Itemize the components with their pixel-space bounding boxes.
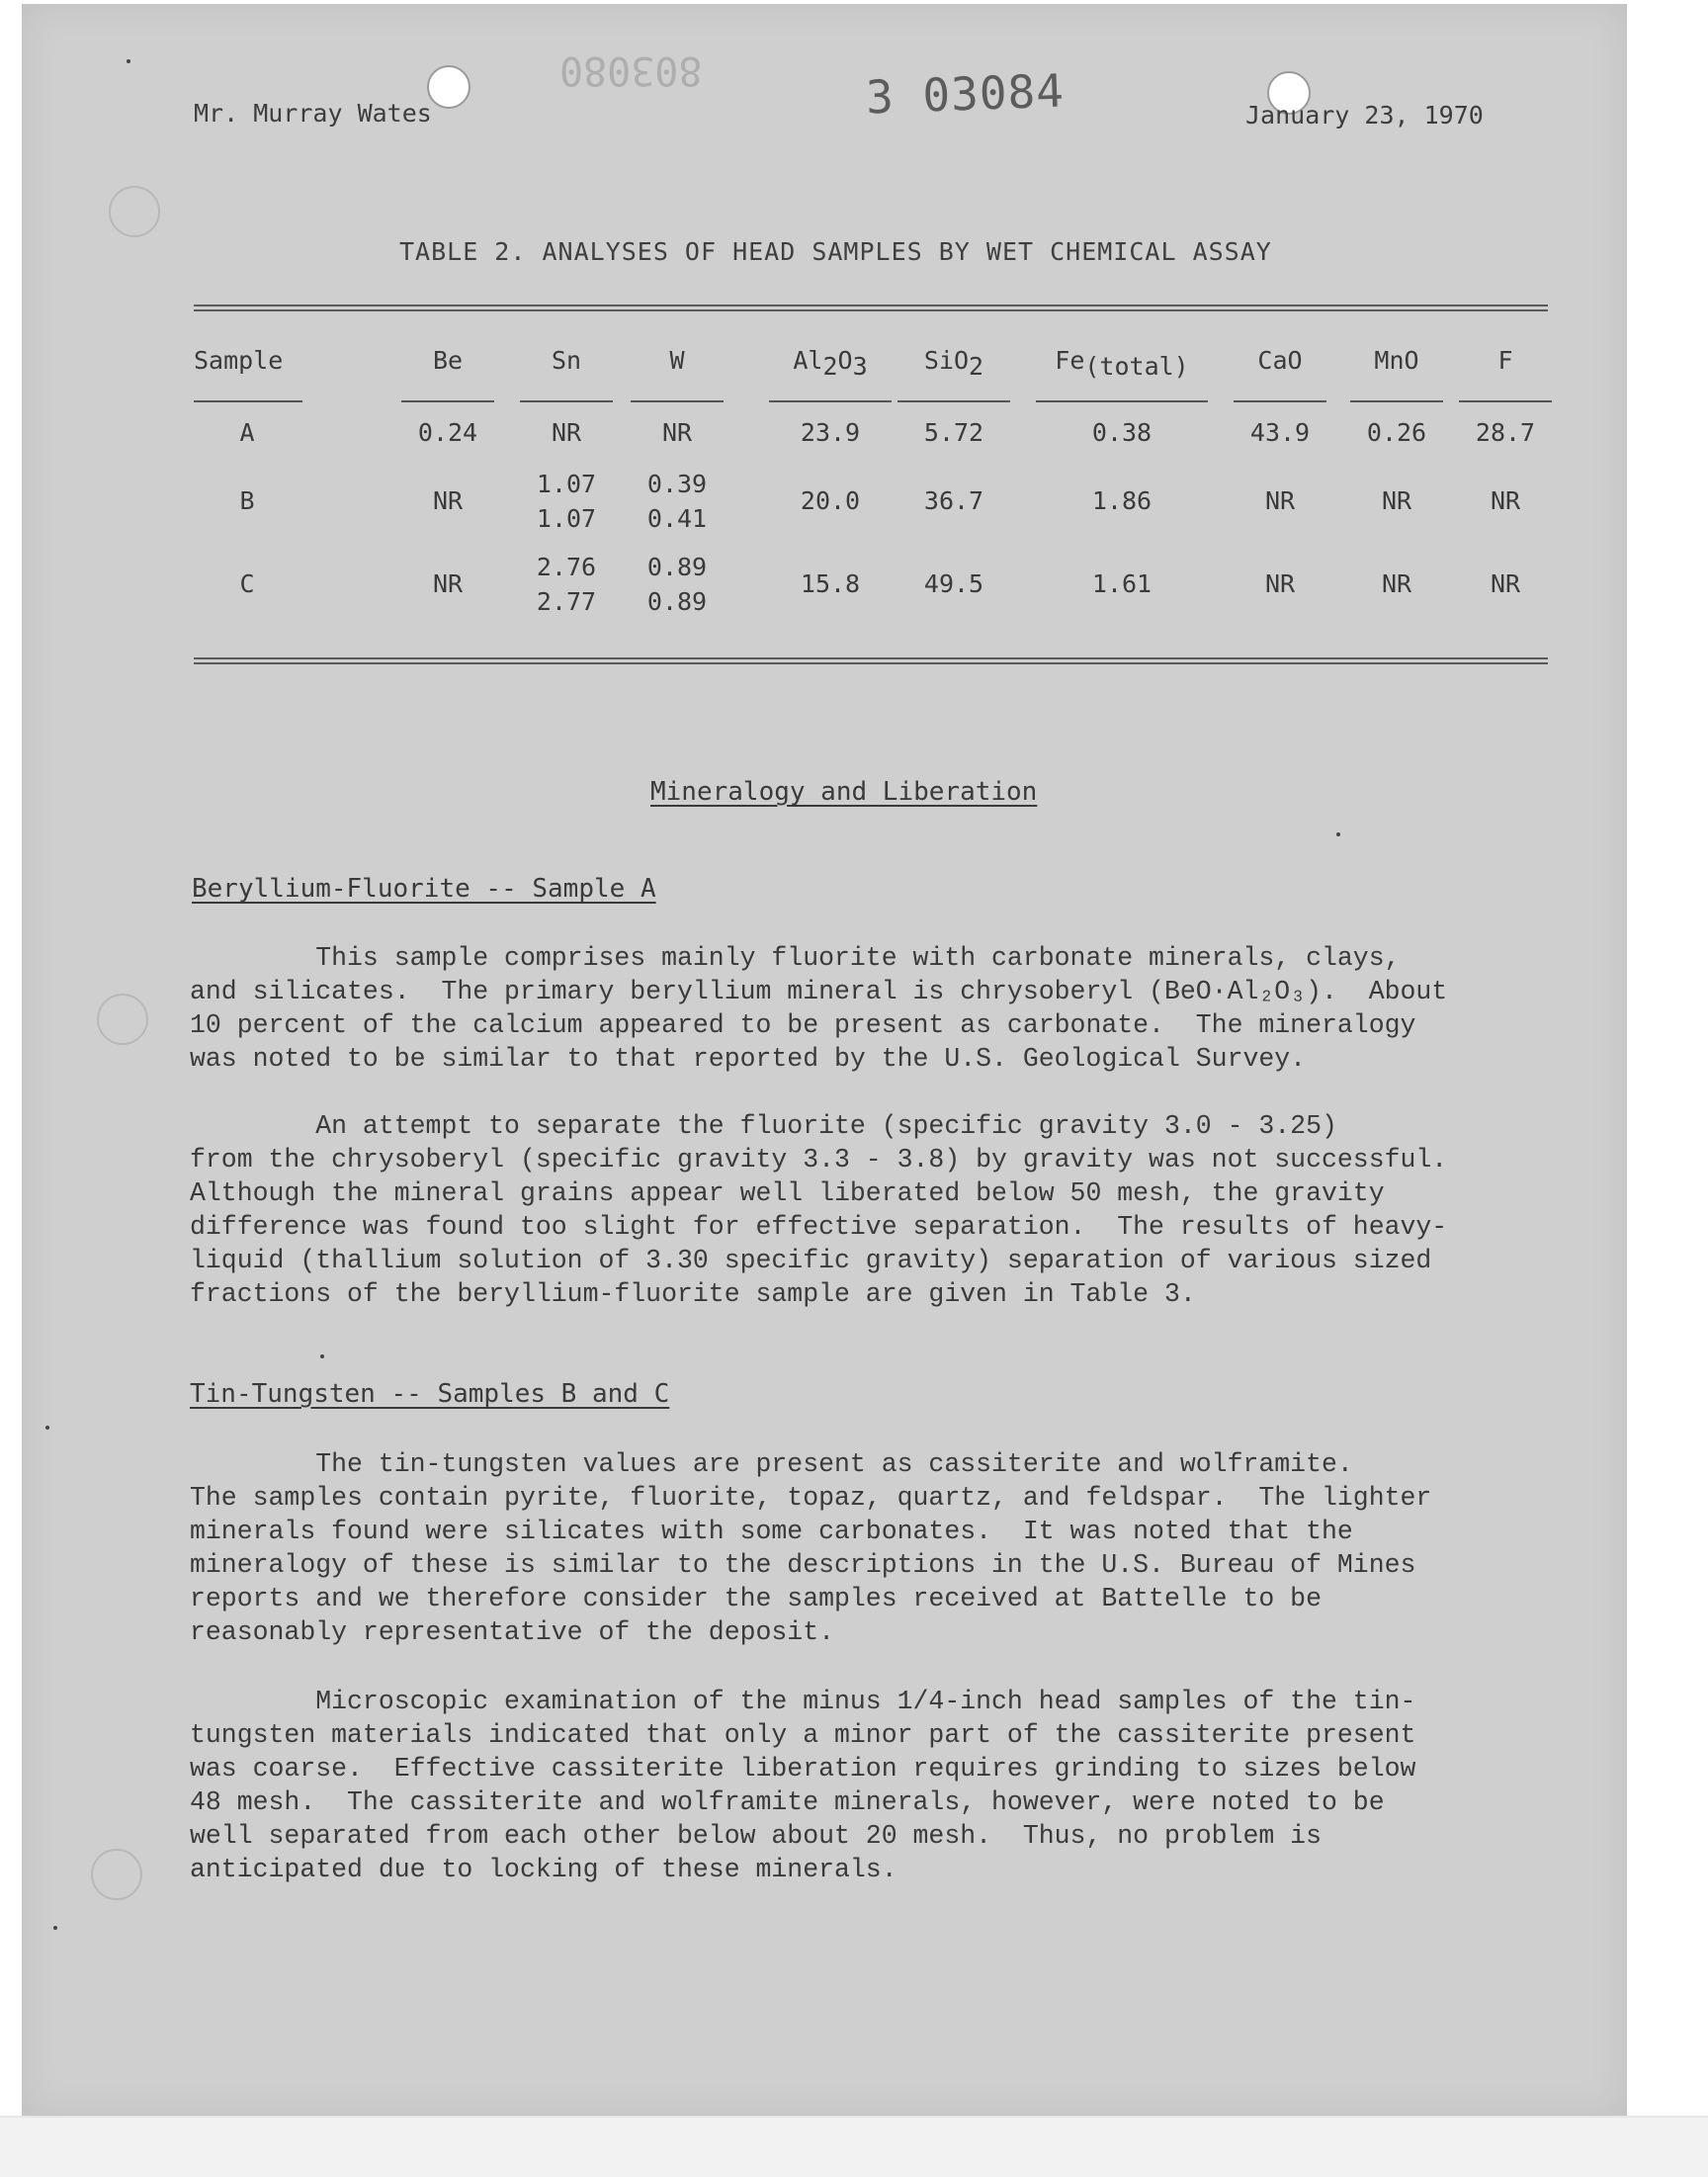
scan-speck: [53, 1926, 57, 1930]
table-cell-f: NR: [1490, 486, 1521, 515]
table-cell-w: NR: [661, 418, 693, 447]
column-header-w: W: [669, 346, 685, 375]
table-cell-w: 0.39 0.41: [646, 470, 708, 533]
scan-speck: [1336, 832, 1340, 836]
scan-speck: [45, 1426, 49, 1430]
column-header-underline: [194, 400, 302, 402]
ghost-document-number: 803080: [559, 47, 703, 93]
column-header-underline: [520, 400, 613, 402]
column-header-fe: $Fe_{(total)}$: [1055, 346, 1189, 381]
column-header-underline: [1036, 400, 1208, 402]
column-header-underline: [401, 400, 494, 402]
table-cell-w: 0.89 0.89: [646, 553, 708, 616]
table-cell-f: 28.7: [1475, 418, 1536, 447]
table-cell-fe: 0.38: [1091, 418, 1153, 447]
table-cell-sn: 2.76 2.77: [536, 553, 597, 616]
table-cell-fe: 1.86: [1091, 486, 1153, 515]
table-cell-al2o3: 15.8: [800, 569, 861, 598]
column-header-underline: [769, 400, 892, 402]
letter-date: January 23, 1970: [1245, 101, 1484, 130]
document-number: 3 03084: [865, 63, 1066, 125]
column-header-mno: MnO: [1374, 346, 1419, 375]
paragraph-beryllium-1: This sample comprises mainly fluorite with carbonate minerals, clays, and silicates. The primary beryllium mineral is chrysoberyl (BeO·Al₂O₃). About 10 percent of the calcium appeared to be present as carbonate. The mineralogy was noted to be similar to that reported by the U.S. Geological Survey.: [190, 943, 1448, 1074]
table-cell-f: NR: [1490, 569, 1521, 598]
table-cell-mno: 0.26: [1366, 418, 1427, 447]
column-header-al2o3: $Al_2O_3$: [793, 346, 868, 381]
table-cell-mno: NR: [1381, 569, 1412, 598]
table-cell-fe: 1.61: [1091, 569, 1153, 598]
table-cell-sio2: 36.7: [923, 486, 984, 515]
column-header-underline: [897, 400, 1010, 402]
column-header-underline: [631, 400, 724, 402]
table-cell-be: NR: [432, 486, 464, 515]
paragraph-tin-1: The tin-tungsten values are present as cassiterite and wolframite. The samples contain pyrite, fluorite, topaz, quartz, and feldspar. The lighter minerals found were silicates with some carbonates. It was noted that the mineralogy of these is similar to the descriptions in the U.S. Bureau of Mines reports and we therefore consider the samples received at Battelle to be reasonably representative of the deposit.: [190, 1449, 1432, 1647]
table-cell-sample: C: [239, 569, 255, 598]
table-title: TABLE 2. ANALYSES OF HEAD SAMPLES BY WET CHEMICAL ASSAY: [399, 237, 1272, 266]
table-cell-al2o3: 20.0: [800, 486, 861, 515]
column-header-cao: CaO: [1257, 346, 1303, 375]
table-top-rule: [194, 305, 1548, 311]
table-cell-sample: B: [239, 486, 255, 515]
paragraph-tin-2: Microscopic examination of the minus 1/4-inch head samples of the tin- tungsten materials indicated that only a minor part of the cassiterite present was coarse. Effective cassiterite liberation requires grinding to sizes below 48 mesh. The cassiterite and wolframite minerals, however, were noted to be well separated from each other below about 20 mesh. Thus, no problem is anticipated due to locking of these minerals.: [190, 1687, 1416, 1884]
scan-speck: [320, 1354, 324, 1358]
column-header-be: Be: [432, 346, 464, 375]
table-cell-be: 0.24: [417, 418, 478, 447]
column-header-sn: Sn: [551, 346, 582, 375]
ghost-hole-bottom: [91, 1849, 142, 1900]
table-cell-cao: NR: [1264, 486, 1296, 515]
scan-speck: [127, 59, 130, 63]
table-cell-mno: NR: [1381, 486, 1412, 515]
column-header-f: F: [1497, 346, 1513, 375]
table-cell-sn: NR: [551, 418, 582, 447]
column-header-sio2: SiO$_2$: [923, 346, 984, 381]
table-cell-sio2: 5.72: [923, 418, 984, 447]
table-cell-sio2: 49.5: [923, 569, 984, 598]
column-header-underline: [1350, 400, 1443, 402]
column-header-underline: [1459, 400, 1552, 402]
ghost-hole-top: [109, 186, 160, 237]
paragraph-beryllium-2: An attempt to separate the fluorite (specific gravity 3.0 - 3.25) from the chrysoberyl (specific gravity 3.3 - 3.8) by gravity was not successful. Although the mineral grains appear well liberated below 50 mesh, the gravity difference was found too slight for effective separation. The results of heavy- liquid (thallium solution of 3.30 specific gravity) separation of various sized fractions of the beryllium-fluorite sample are given in Table 3.: [190, 1111, 1448, 1309]
subsection-heading-beryllium: Beryllium-Fluorite -- Sample A: [192, 874, 656, 904]
column-header-underline: [1234, 400, 1326, 402]
punch-hole-left: [427, 65, 470, 109]
table-cell-be: NR: [432, 569, 464, 598]
subsection-heading-tin-tungsten: Tin-Tungsten -- Samples B and C: [190, 1379, 670, 1409]
table-cell-sample: A: [239, 418, 255, 447]
table-cell-cao: 43.9: [1249, 418, 1311, 447]
section-title: Mineralogy and Liberation: [650, 777, 1038, 807]
table-cell-cao: NR: [1264, 569, 1296, 598]
table-bottom-rule: [194, 657, 1548, 664]
ghost-hole-middle: [97, 994, 148, 1045]
scan-bottom-strip: [0, 2116, 1708, 2177]
column-header-sample: Sample: [194, 346, 284, 375]
table-cell-al2o3: 23.9: [800, 418, 861, 447]
recipient-name: Mr. Murray Wates: [194, 99, 432, 128]
table-cell-sn: 1.07 1.07: [536, 470, 597, 533]
